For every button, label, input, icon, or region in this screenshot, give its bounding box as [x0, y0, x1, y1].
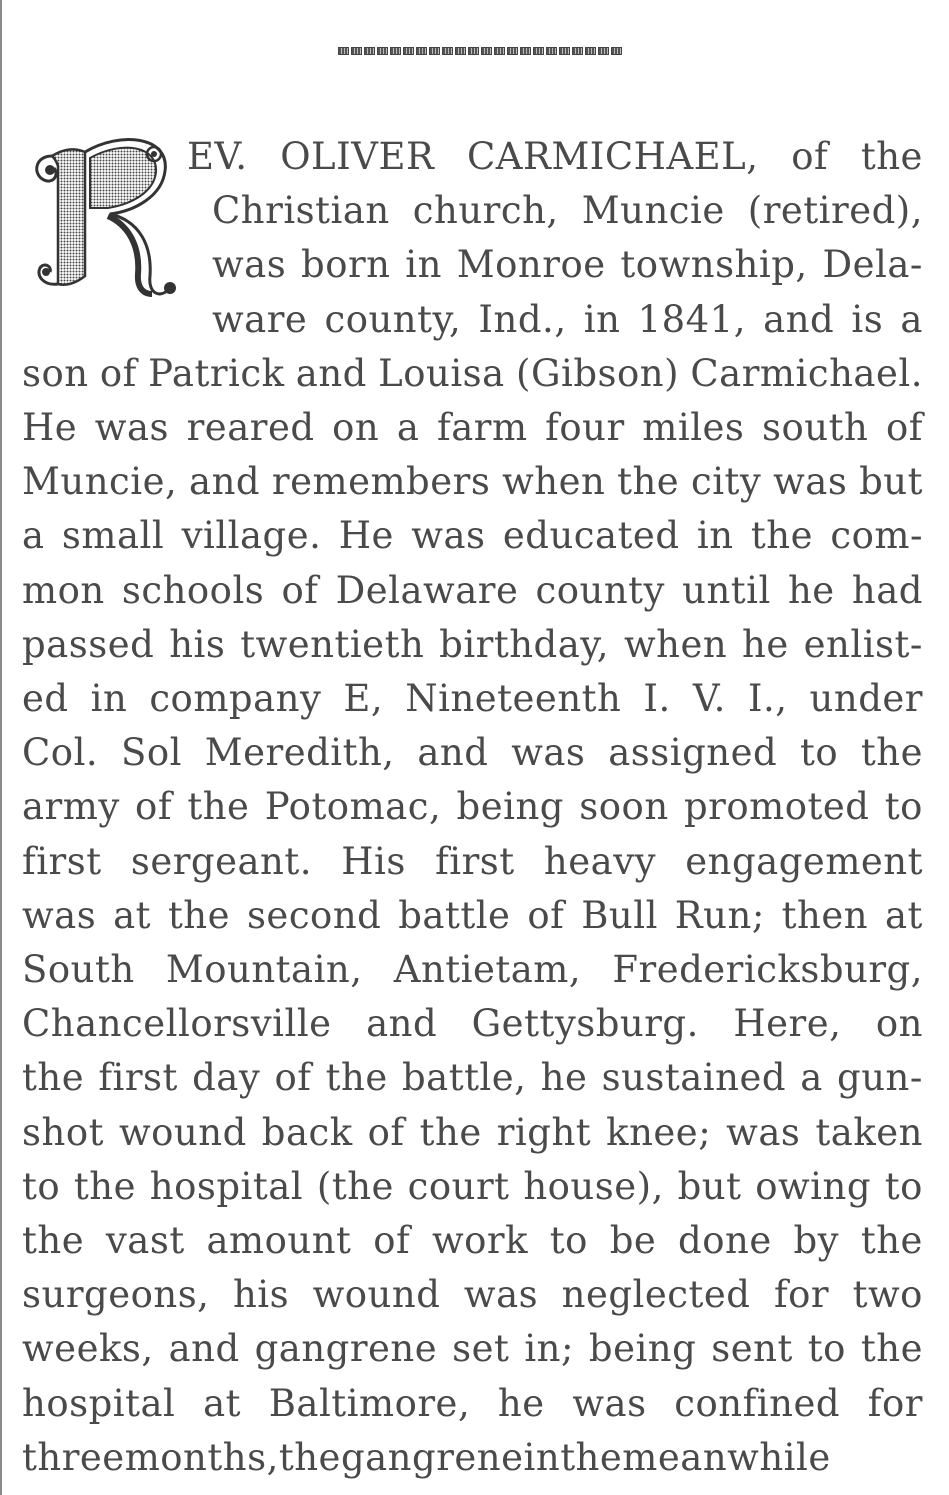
ornament-segment: [338, 47, 349, 55]
drop-cap-ornament: [30, 126, 180, 306]
text-line: three months, the gangrene in the meanwhile: [22, 1435, 831, 1479]
ornamental-header-rule: [338, 45, 638, 57]
text-line: Muncie, and remembers when the city was but: [22, 460, 923, 504]
text-line: to the hospital (the court house), but owing to: [22, 1164, 923, 1208]
ornament-segment: [416, 47, 427, 55]
text-line: was born in Monroe township, Dela-: [212, 243, 923, 287]
text-line: army of the Potomac, being soon promoted to: [22, 785, 923, 829]
page-edge-line: [0, 0, 2, 1495]
ornament-segment: [455, 47, 466, 55]
ornament-segment: [403, 47, 414, 55]
ornament-segment: [390, 47, 401, 55]
text-line: the first day of the battle, he sustained a gun-: [22, 1056, 923, 1100]
text-line: Christian church, Muncie (retired),: [212, 189, 923, 233]
ornament-segment: [429, 47, 440, 55]
text-line: South Mountain, Antietam, Fredericksburg,: [22, 948, 923, 991]
ornament-segment: [559, 47, 570, 55]
ornament-segment: [494, 47, 505, 55]
ornament-segment: [520, 47, 531, 55]
text-line: was at the second battle of Bull Run; then at: [22, 893, 923, 937]
text-line: first sergeant. His first heavy engagement: [22, 839, 923, 883]
text-line: Col. Sol Meredith, and was assigned to the: [22, 731, 923, 775]
ornament-segment: [598, 47, 609, 55]
text-line: son of Patrick and Louisa (Gibson) Carmichael.: [22, 351, 923, 395]
ornament-segment: [533, 47, 544, 55]
ornament-segment: [351, 47, 362, 55]
ornament-segment: [442, 47, 453, 55]
ornament-segment: [546, 47, 557, 55]
text-line: He was reared on a farm four miles south of: [22, 406, 923, 449]
text-line: ware county, Ind., in 1841, and is a: [212, 297, 923, 341]
text-line: surgeons, his wound was neglected for two: [22, 1273, 923, 1317]
text-line: Chancellorsville and Gettysburg. Here, on: [22, 1002, 923, 1046]
ornament-segment: [377, 47, 388, 55]
text-line: ed in company E, Nineteenth I. V. I., under: [22, 677, 923, 720]
text-line: the vast amount of work to be done by the: [22, 1219, 923, 1262]
ornament-segment: [572, 47, 583, 55]
text-line: EV. OLIVER CARMICHAEL, of the: [187, 135, 923, 178]
text-line: shot wound back of the right knee; was taken: [22, 1110, 923, 1154]
text-line: a small village. He was educated in the com-: [22, 514, 923, 558]
ornament-segment: [468, 47, 479, 55]
ornament-segment: [507, 47, 518, 55]
text-line: passed his twentieth birthday, when he enlist-: [22, 622, 923, 666]
ornament-segment: [481, 47, 492, 55]
ornament-segment: [364, 47, 375, 55]
text-line: mon schools of Delaware county until he had: [22, 568, 923, 612]
text-line: hospital at Baltimore, he was confined for: [22, 1381, 923, 1425]
ornament-segment: [585, 47, 596, 55]
text-line: weeks, and gangrene set in; being sent to the: [22, 1327, 923, 1371]
ornament-segment: [611, 47, 622, 55]
